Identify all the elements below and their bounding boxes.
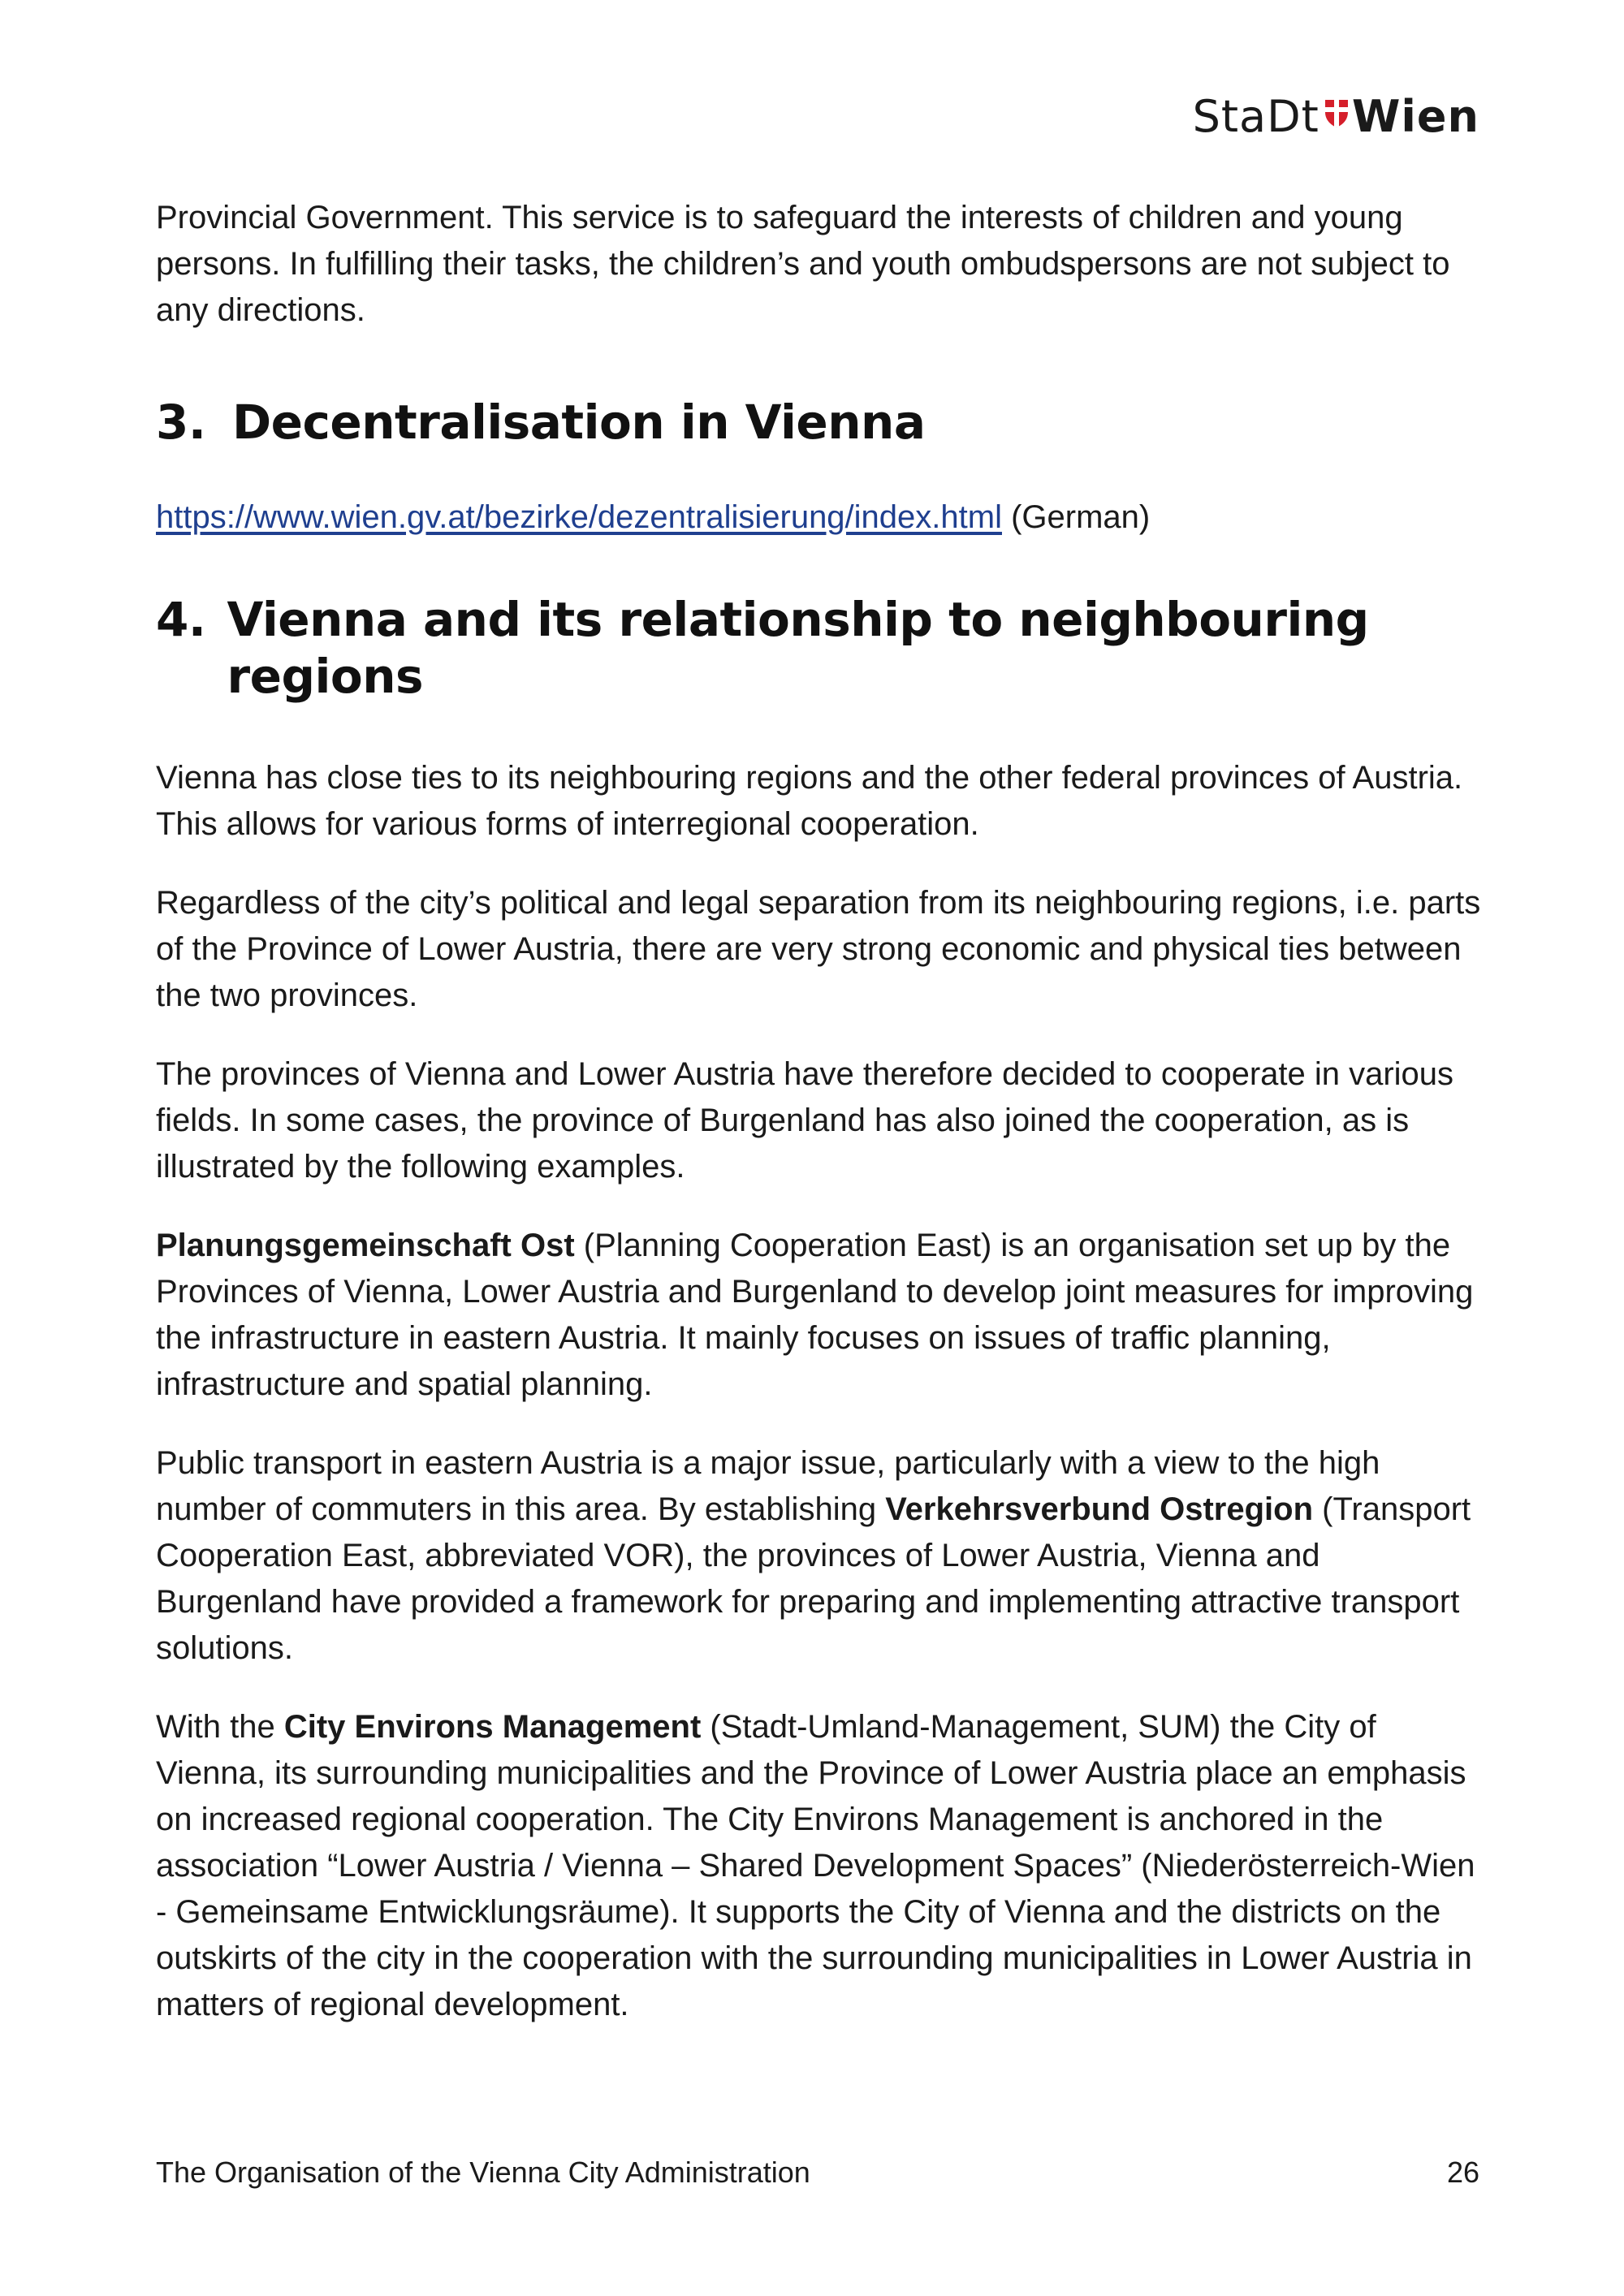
public-transport-start: Public transport in eastern Austria is a major issue, particularly with a view to the high number of commuters in this area. By establishing (156, 1445, 1380, 1527)
intro-paragraph: Provincial Government. This service is to safeguard the interests of children and young persons. In fulfilling their tasks, the children’s and youth ombudspersons are not subject to any directions. (156, 200, 1450, 328)
planungsgemeinschaft-bold: Planungsgemeinschaft Ost (156, 1228, 575, 1263)
page-content (156, 195, 1488, 2061)
section-3-number: 3. (156, 395, 206, 450)
section-3-heading-block (156, 394, 1488, 451)
section-3-title: Decentralisation in Vienna (232, 395, 926, 450)
paragraph-separation: Regardless of the city’s political and legal separation from its neighbouring regions, i.e. parts of the Province of Lower Austria, there are very strong economic and physical ties between the two provinces. (156, 885, 1481, 1013)
paragraph-city-environs (156, 1704, 1488, 2028)
city-environs-bold: City Environs Management (283, 1709, 702, 1745)
city-environs-rest: (Stadt-Umland-Management, SUM) the City of Vienna, its surrounding municipalities and the Province of Lower Austria place an emphasis on increased regional cooperation. The City Environs Management is anchored in the association “Lower Austria / Vienna – Shared Development Spaces” (Niederösterreich-Wien - Gemeinsame Entwicklungsräume). It supports the City of Vienna and the districts on the outskirts of the city in the cooperation with the surrounding municipalities in Lower Austria in matters of regional development. (156, 1709, 1475, 2022)
section-3-heading (156, 394, 1488, 451)
paragraph-public-transport (156, 1440, 1488, 1672)
logo-stadt-text: StaDt (1192, 91, 1320, 142)
footer-page-number: 26 (1446, 2156, 1479, 2189)
verkehrsverbund-bold: Verkehrsverbund Ostregion (885, 1491, 1314, 1527)
section-4-title: Vienna and its relationship to neighbouring regions (227, 592, 1369, 704)
logo-wien-text: Wien (1351, 91, 1479, 142)
page-footer (156, 2156, 1479, 2190)
link-language-note: (German) (1001, 499, 1151, 535)
section-4-heading-block (156, 591, 1488, 705)
decentralisation-link-line (156, 494, 1488, 541)
paragraph-planungsgemeinschaft (156, 1223, 1488, 1408)
paragraph-cooperation: The provinces of Vienna and Lower Austria have therefore decided to cooperate in various fields. In some cases, the province of Burgenland has also joined the cooperation, as is illustrated by the following examples. (156, 1056, 1454, 1185)
stadt-wien-logo (1193, 91, 1479, 142)
planungsgemeinschaft-text: (Planning Cooperation East) is an organisation set up by the Provinces of Vienna, Lower Austria and Burgenland to develop joint measures for improving the infrastructure in eastern Austria. It mainly focuses on issues of traffic planning, infrastructure and spatial planning. (156, 1228, 1474, 1402)
vienna-crest-icon (1324, 99, 1349, 128)
section-4-heading (156, 591, 1488, 705)
decentralisation-link[interactable]: https://www.wien.gv.at/bezirke/dezentralisierung/index.html (156, 499, 1002, 535)
section-4-number: 4. (156, 592, 206, 647)
city-environs-start: With the (156, 1709, 284, 1745)
public-transport-rest: (Transport Cooperation East, abbreviated VOR), the provinces of Lower Austria, Vienna and Burgenland have provided a framework for preparing and implementing attractive transport solutions. (156, 1491, 1471, 1666)
footer-document-title: The Organisation of the Vienna City Administration (156, 2156, 810, 2189)
paragraph-close-ties: Vienna has close ties to its neighbouring regions and the other federal provinces of Austria. This allows for various forms of interregional cooperation. (156, 760, 1463, 842)
